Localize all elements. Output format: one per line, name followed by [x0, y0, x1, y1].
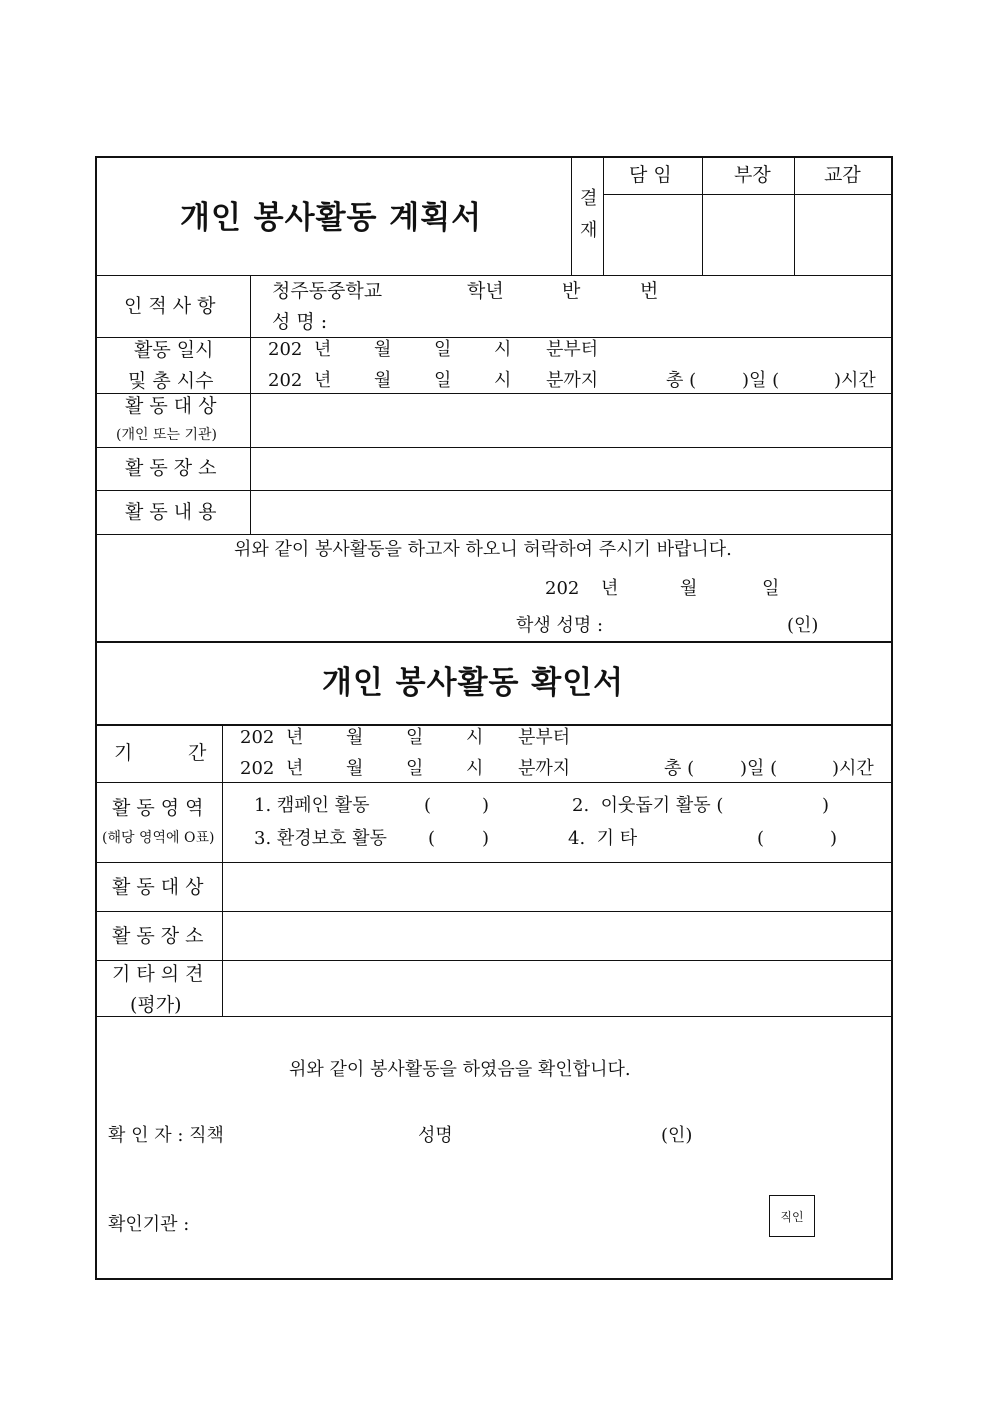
- area-item-campaign-close: ): [482, 795, 490, 816]
- area-item-neighbor-close: ): [822, 795, 830, 816]
- approval-label-divider: [603, 157, 604, 276]
- confirm-end-year: 202: [240, 758, 275, 779]
- confirm-row-divider: [96, 724, 892, 726]
- confirm-start-from: 분부터: [518, 727, 571, 748]
- start-wol: 월: [374, 339, 392, 360]
- outer-top-border: [96, 156, 893, 158]
- section-divider: [96, 641, 892, 643]
- plan-row-divider: [96, 393, 892, 394]
- plan-date-year: 202: [545, 578, 580, 599]
- number-label: 번: [640, 280, 659, 302]
- plan-content-label: 활 동 내 용: [125, 501, 217, 523]
- grade-label: 학년: [467, 280, 504, 302]
- area-item-other: 4. 기 타: [568, 828, 638, 849]
- name-label: 성 명 :: [272, 311, 328, 333]
- period-label-a: 기: [114, 742, 133, 764]
- institution-label: 확인기관 :: [108, 1214, 190, 1235]
- opinion-sublabel: (평가): [130, 994, 182, 1016]
- datetime-label-1: 활동 일시: [134, 339, 214, 361]
- personal-info-label: 인 적 사 항: [124, 295, 216, 317]
- confirm-row-divider: [96, 911, 892, 912]
- start-year: 202: [268, 339, 303, 360]
- start-nyeon: 년: [314, 339, 332, 360]
- start-from: 분부터: [546, 339, 599, 360]
- approval-homeroom: 담 임: [629, 164, 672, 186]
- confirm-row-divider: [96, 862, 892, 863]
- plan-row-divider: [96, 447, 892, 448]
- area-item-other-close: ): [830, 828, 838, 849]
- area-item-environment-open: (: [428, 828, 436, 849]
- official-stamp-label: 직인: [780, 1209, 804, 1224]
- confirmer-label: 확 인 자 : 직책: [108, 1125, 224, 1146]
- datetime-label-2: 및 총 시수: [128, 370, 214, 392]
- area-item-campaign-open: (: [424, 795, 432, 816]
- end-si: 시: [494, 370, 512, 391]
- confirmer-name-label: 성명: [418, 1125, 453, 1146]
- area-sublabel: (해당 영역에 O표): [102, 830, 215, 846]
- area-item-environment-close: ): [482, 828, 490, 849]
- area-item-environment: 3. 환경보호 활동: [254, 828, 387, 849]
- end-until: 분까지: [546, 370, 599, 391]
- plan-row-divider: [96, 490, 892, 491]
- plan-place-label: 활 동 장 소: [125, 457, 217, 479]
- student-seal: (인): [787, 615, 819, 636]
- confirm-start-il: 일: [406, 727, 424, 748]
- confirmer-seal: (인): [661, 1125, 693, 1146]
- end-nyeon: 년: [314, 370, 332, 391]
- approval-label-bottom: 재: [580, 220, 598, 241]
- total-days-close: )일 (: [742, 370, 780, 391]
- confirm-total-days-close: )일 (: [740, 758, 778, 779]
- confirm-title: 개인 봉사활동 확인서: [322, 665, 625, 701]
- confirm-end-wol: 월: [346, 758, 364, 779]
- approval-header-divider: [604, 194, 892, 195]
- approval-col-divider-1: [702, 157, 703, 276]
- plan-row-divider: [96, 534, 892, 535]
- class-label: 반: [562, 280, 581, 302]
- area-label: 활 동 영 역: [112, 797, 204, 819]
- confirm-end-si: 시: [466, 758, 484, 779]
- opinion-label: 기 타 의 견: [112, 963, 204, 985]
- plan-date-nyeon: 년: [601, 578, 619, 599]
- area-item-other-open: (: [757, 828, 765, 849]
- confirm-end-il: 일: [406, 758, 424, 779]
- approval-col-divider-2: [794, 157, 795, 276]
- confirm-target-label: 활 동 대 상: [112, 876, 204, 898]
- start-si: 시: [494, 339, 512, 360]
- confirm-row-divider: [96, 782, 892, 783]
- school-name: 청주동중학교: [272, 280, 383, 302]
- total-hours-close: )시간: [834, 370, 876, 391]
- outer-bottom-border: [96, 1278, 893, 1280]
- plan-row-divider: [96, 337, 892, 338]
- confirm-row-divider: [96, 1016, 892, 1017]
- official-stamp-box: [769, 1195, 815, 1237]
- end-year: 202: [268, 370, 303, 391]
- confirm-label-column-divider: [222, 725, 223, 1016]
- plan-target-label: 활 동 대 상: [125, 395, 217, 417]
- approval-left-border: [571, 157, 572, 276]
- end-wol: 월: [374, 370, 392, 391]
- plan-date-il: 일: [762, 578, 780, 599]
- student-signature-label: 학생 성명 :: [516, 615, 604, 636]
- confirm-start-year: 202: [240, 727, 275, 748]
- plan-title: 개인 봉사활동 계획서: [180, 200, 483, 236]
- confirm-row-divider: [96, 960, 892, 961]
- confirm-start-si: 시: [466, 727, 484, 748]
- approval-vice-principal: 교감: [824, 164, 861, 186]
- start-il: 일: [434, 339, 452, 360]
- confirm-total-hours-close: )시간: [832, 758, 874, 779]
- confirm-start-wol: 월: [346, 727, 364, 748]
- approval-head: 부장: [734, 164, 771, 186]
- confirm-total-days-open: 총 (: [664, 758, 695, 779]
- area-item-campaign: 1. 캠페인 활동: [254, 795, 370, 816]
- period-label-b: 간: [188, 742, 207, 764]
- confirm-end-nyeon: 년: [286, 758, 304, 779]
- plan-row-divider: [96, 275, 892, 276]
- plan-target-sublabel: (개인 또는 기관): [116, 427, 217, 443]
- confirm-end-until: 분까지: [518, 758, 571, 779]
- confirm-statement: 위와 같이 봉사활동을 하였음을 확인합니다.: [289, 1059, 631, 1080]
- area-item-neighbor: 2. 이웃돕기 활동 (: [572, 795, 724, 816]
- plan-date-wol: 월: [680, 578, 698, 599]
- total-days-open: 총 (: [666, 370, 697, 391]
- end-il: 일: [434, 370, 452, 391]
- confirm-place-label: 활 동 장 소: [112, 925, 204, 947]
- plan-label-column-divider: [250, 276, 251, 534]
- outer-right-border: [891, 156, 893, 1280]
- outer-left-border: [95, 156, 97, 1280]
- approval-label-top: 결: [580, 188, 598, 209]
- plan-request-text: 위와 같이 봉사활동을 하고자 하오니 허락하여 주시기 바랍니다.: [234, 539, 732, 560]
- confirm-start-nyeon: 년: [286, 727, 304, 748]
